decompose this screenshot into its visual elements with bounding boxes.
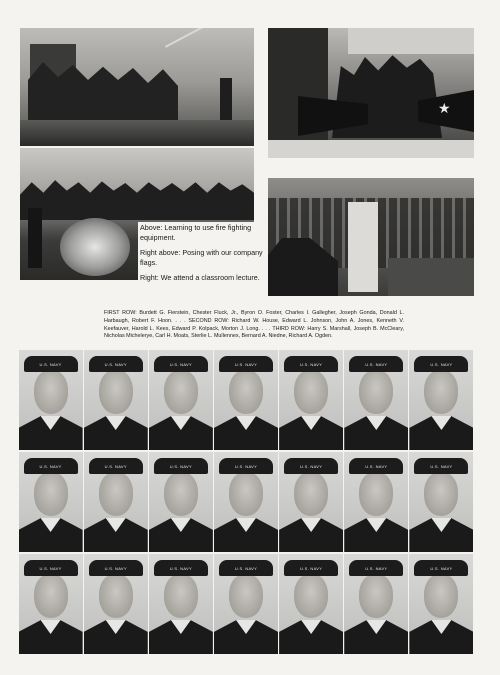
navy-cap: U.S. NAVY <box>219 560 273 576</box>
roster-names: FIRST ROW: Burdett G. Fierstein, Chester Fluck, Jr., Byron O. Foster, Charles I. Gallegher, Joseph Gonda, Donald L. Harbaugh, Robert F. Hoon. . . . SECOND ROW: Richard W. House, Edward L. Johnson, John A. Jones, Kenneth V. Keefauver, Harold L. Kees, Edward P. Kolpack, Morton J. Long. . . . THIRD ROW: Harry S. Marshall, Joseph B. McCleary, Nicholas Michelerye, Carl H. Moats, Sterlie L. Mullennex, Bernard A. Niedne, Richard A. Ogden. <box>104 310 404 340</box>
navy-cap: U.S. NAVY <box>284 356 338 372</box>
portrait-row1-col5 <box>279 350 343 450</box>
navy-cap: U.S. NAVY <box>349 458 403 474</box>
portrait-row3-col5 <box>279 554 343 654</box>
sailor-face <box>99 574 133 618</box>
portrait-row1-col1 <box>19 350 83 450</box>
portrait-row3-col4 <box>214 554 278 654</box>
sailor-face <box>294 370 328 414</box>
portrait-row2-col7 <box>409 452 473 552</box>
sailor-face <box>229 472 263 516</box>
photo-classroom-lecture <box>268 178 474 296</box>
caption-classroom: Right: We attend a classroom lecture. <box>140 273 260 283</box>
portrait-row3-col2 <box>84 554 148 654</box>
portrait-row3-col3 <box>149 554 213 654</box>
sailor-face <box>164 574 198 618</box>
sailor-face <box>294 574 328 618</box>
navy-cap: U.S. NAVY <box>414 560 468 576</box>
navy-cap: U.S. NAVY <box>349 560 403 576</box>
portrait-row1-col7 <box>409 350 473 450</box>
portrait-row1-col2 <box>84 350 148 450</box>
portrait-row1-col6 <box>344 350 408 450</box>
sailor-face <box>294 472 328 516</box>
caption-company-flags: Right above: Posing with our company flags. <box>140 248 263 267</box>
navy-cap: U.S. NAVY <box>89 458 143 474</box>
portrait-row1-col3 <box>149 350 213 450</box>
sailor-face <box>99 472 133 516</box>
sailor-face <box>34 574 68 618</box>
caption-fire-fighting: Above: Learning to use fire fighting equipment. <box>140 223 252 242</box>
navy-cap: U.S. NAVY <box>24 356 78 372</box>
sailor-face <box>164 370 198 414</box>
portrait-row2-col6 <box>344 452 408 552</box>
sailor-face <box>359 472 393 516</box>
navy-cap: U.S. NAVY <box>219 458 273 474</box>
navy-cap: U.S. NAVY <box>154 560 208 576</box>
navy-cap: U.S. NAVY <box>349 356 403 372</box>
sailor-face <box>99 370 133 414</box>
sailor-face <box>359 370 393 414</box>
navy-cap: U.S. NAVY <box>154 356 208 372</box>
navy-cap: U.S. NAVY <box>24 458 78 474</box>
sailor-face <box>229 370 263 414</box>
portrait-row3-col1 <box>19 554 83 654</box>
navy-cap: U.S. NAVY <box>24 560 78 576</box>
sailor-face <box>164 472 198 516</box>
sailor-face <box>424 574 458 618</box>
navy-cap: U.S. NAVY <box>89 356 143 372</box>
portrait-row2-col4 <box>214 452 278 552</box>
sailor-face <box>34 472 68 516</box>
navy-cap: U.S. NAVY <box>89 560 143 576</box>
portrait-row2-col2 <box>84 452 148 552</box>
sailor-face <box>424 472 458 516</box>
navy-cap: U.S. NAVY <box>219 356 273 372</box>
portrait-row2-col1 <box>19 452 83 552</box>
sailor-face <box>229 574 263 618</box>
sailor-face <box>359 574 393 618</box>
portrait-row3-col6 <box>344 554 408 654</box>
portrait-row3-col7 <box>409 554 473 654</box>
navy-cap: U.S. NAVY <box>284 458 338 474</box>
photo-captions <box>140 223 266 289</box>
portrait-row2-col3 <box>149 452 213 552</box>
navy-cap: U.S. NAVY <box>414 356 468 372</box>
star-icon: ★ <box>438 100 451 116</box>
sailor-face <box>34 370 68 414</box>
portrait-grid <box>18 349 474 655</box>
portrait-row1-col4 <box>214 350 278 450</box>
sailor-face <box>424 370 458 414</box>
photo-company-flags <box>268 28 474 158</box>
portrait-row2-col5 <box>279 452 343 552</box>
photo-fire-fighting-top <box>20 28 254 146</box>
navy-cap: U.S. NAVY <box>154 458 208 474</box>
navy-cap: U.S. NAVY <box>284 560 338 576</box>
navy-cap: U.S. NAVY <box>414 458 468 474</box>
